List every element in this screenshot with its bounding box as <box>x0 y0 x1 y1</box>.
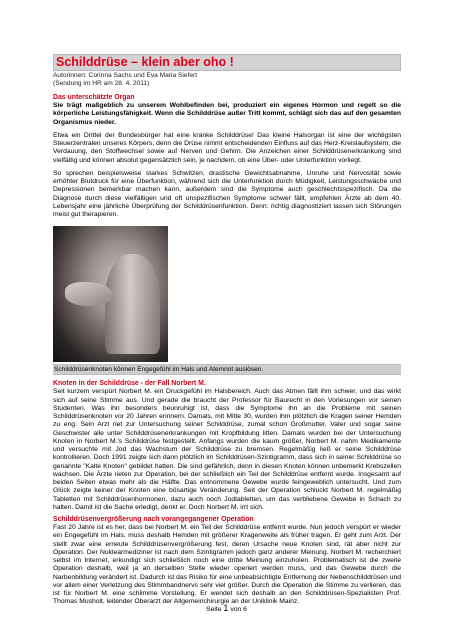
page-content <box>53 54 401 607</box>
document-title: Schilddrüse – klein aber oho ! <box>56 55 234 69</box>
paragraph-case: Seit kurzem verspürt Norbert M. ein Druckgefühl im Halsbereich. Auch das Atmen fällt ihm schwer, und das wirkt sich auf seine Stimme aus. Und gerade die braucht der Professor für Baurecht in den Vorlesungen vor seinen Studenten. Was ihn besonders beunruhigt ist, dass die Symptome ihn an die Probleme mit seinen Schilddrüsenknoten vor 20 Jahren erinnern. Damals, mit Mitte 30, wurden ihm plötzlich die Kragen seiner Hemden zu eng. Sein Arzt riet zur Untersuchung seiner Schilddrüse, zumal schon Großmutter, Vater und sogar seine Geschwister alle unter Schilddrüsenerkrankungen mit Kropfbildung litten. Damals wurden bei der Untersuchung Knoten in Norbert M.'s Schilddrüse festgestellt. Anfangs wurden die kaum größer, Norbert M. nahm Medikamente und versuchte mit Jod das Wachstum der Schilddrüse zu bremsen. Regelmäßig ließ er seine Schilddrüse kontrollieren. Doch 1991 zeigte sich dann plötzlich im Schilddrüsen-Szintigramm, dass sich in seiner Schilddrüse so genannte "Kalte Knoten" gebildet hatten. Die sind gefährlich, denn in diesen Knoten können unbemerkt Krebszellen wachsen. Die Ärzte rieten zur Operation, bei der schließlich ein Teil der Schilddrüse entfernt wurde. Insgesamt auf beiden Seiten etwas mehr als die Hälfte. Das entnommene Gewebe wurde feingeweblich untersucht. Und zum Glück zeigte keiner der Knoten eine bösartige Veränderung. Seit der Operation schluckt Norbert M. regelmäßig Tabletten mit Schilddrüsenhormonen, dazu auch noch Jodtabletten, um das verbliebene Gewebe in Schach zu halten. Damit ist die Sache erledigt, denkt er. Doch Norbert M. irrt sich. <box>53 388 401 511</box>
title-band <box>53 54 401 71</box>
page-number: 1 <box>223 603 229 613</box>
section-heading-case: Knoten in der Schilddrüse - der Fall Norbert M. <box>53 380 206 388</box>
neck-examination-photo <box>53 226 168 362</box>
neck-shape <box>105 254 160 354</box>
footer-suffix: von 6 <box>230 606 247 613</box>
section-heading-enlargement: Schilddrüsenvergrößerung nach vorangegangener Operation <box>53 516 254 523</box>
broadcast-line: (Sendung im HR am 28. 4. 2011) <box>53 80 150 87</box>
page-footer <box>0 603 453 615</box>
figure-caption: Schilddrüsenknoten können Engegefühl im Hals und Atemnot auslösen. <box>53 364 401 375</box>
authors-line: Autorinnen: Corinna Sachs und Eva Maria Siefert <box>53 72 198 79</box>
section-heading-organ: Das unterschätzte Organ <box>53 94 135 101</box>
paragraph-symptoms: So sprechen beispielsweise starkes Schwitzen, drastische Gewichtsabnahme, Unruhe und Nervosität sowie erhöhter Blutdruck für eine Überfunktion, während sich die Unterfunktion durch Müdigkeit, Leistungsschwäche und Depressionen bemerkbar machen kann, außerdem sind die Symptome auch geschlechtsspezifisch. Da die Diagnose durch diese vielfältigen und oft unspezifischen Symptome schwer fällt, empfehlen Ärzte ab dem 40. Lebensjahr eine jährliche Überprüfung der Schilddrüsenfunktion. Denn: richtig diagnostiziert lassen sich Störungen meist gut therapieren. <box>53 169 401 218</box>
footer-prefix: Seite <box>206 606 222 613</box>
paragraph-enlargement: Fast 20 Jahre ist es her, dass bei Norbert M. ein Teil der Schilddrüse entfernt wurde. Nun jedoch verspürt er wieder ein Engegefühl im Hals, muss deshalb Hemden mit größerer Kragenweite als früher tragen. Er geht zum Arzt. Der stellt zwar eine erneute Schilddrüsenvergrößerung fest, deren Ursache neue Knoten sind, rät aber nicht zur Operation. Der Nuklearmediziner ist nach dem Szintigramm jedoch ganz anderer Meinung. Norbert M. recherchiert selbst im Internet, erkundigt sich schließlich noch eine dritte Meinung einzuholen. Problematisch ist die zweite Operation deshalb, weil ja an derselben Stelle wieder operiert werden muss, und das Gewebe durch die Narbenbildung verändert ist. Dadurch ist das Risiko für eine unbeabsichtigte Entfernung der Nebenschilddrüsen und vor allem einer Verletzung des Stimmbandnervs sehr viel größer. Durch die Operation die Stimme zu verlieren, das ist für Norbert M. eine schlimme Vorstellung. Er wendet sich deshalb an den Schilddrüsen-Spezialisten Prof. Thomas Musholt, leitender Oberarzt der Allgemeinchirurgie an der Uniklinik Mainz. <box>53 524 401 606</box>
paragraph-intro: Etwa ein Drittel der Bundesbürger hat eine kranke Schilddrüse! Das kleine Halsorgan ist eine der wichtigsten Steuerzentralen unseres Körpers, denn die Drüse nimmt entscheidenden Einfluss auf das Herz-Kreislaufsystem, die Verdauung, den Stoffwechsel sowie auf Nerven und Gehirn. Die Anzeichen einer Schilddrüsenerkrankung sind vielfältig und können absolut gegensätzlich sein, je nachdem, ob eine Über- oder Unterfunktion vorliegt. <box>53 131 401 164</box>
hand-shape <box>65 282 113 306</box>
lead-paragraph: Sie trägt maßgeblich zu unserem Wohlbefinden bei, produziert ein eigenes Hormon und regelt so die körperliche Leistungsfähigkeit. Wenn die Schilddrüse außer Tritt kommt, schlägt sich das auf den gesamten Organismus nieder. <box>53 102 401 126</box>
